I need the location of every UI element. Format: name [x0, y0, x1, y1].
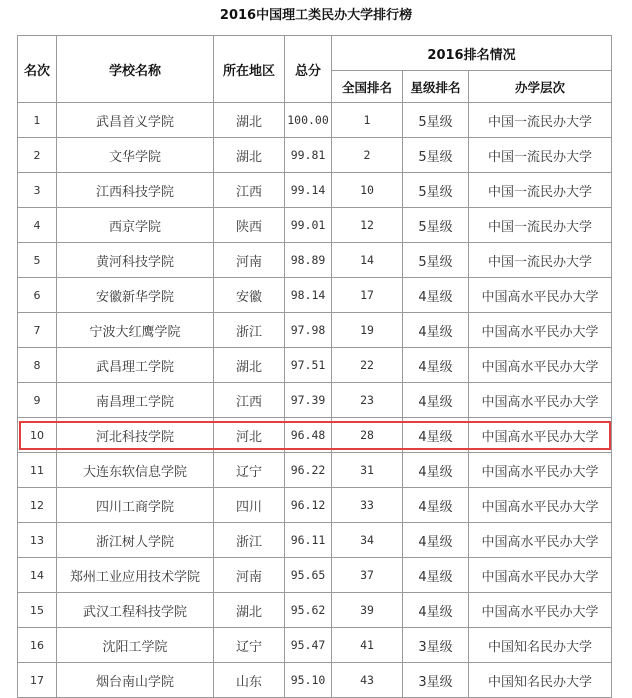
- cell-school-level: 中国高水平民办大学: [469, 593, 612, 628]
- cell-rank: 3: [18, 173, 57, 208]
- cell-national-rank: 37: [332, 558, 403, 593]
- cell-national-rank: 34: [332, 523, 403, 558]
- cell-school-level: 中国高水平民办大学: [469, 558, 612, 593]
- cell-school: 武昌理工学院: [57, 348, 214, 383]
- cell-star-level: 4星级: [403, 348, 469, 383]
- table-row: [18, 558, 612, 593]
- cell-star-level: 3星级: [403, 663, 469, 698]
- cell-national-rank: 14: [332, 243, 403, 278]
- header-score: 总分: [285, 36, 332, 103]
- table-row: [18, 453, 612, 488]
- cell-score: 95.65: [285, 558, 332, 593]
- cell-rank: 12: [18, 488, 57, 523]
- table-row: [18, 278, 612, 313]
- cell-score: 96.48: [285, 418, 332, 453]
- cell-region: 江西: [214, 383, 285, 418]
- header-school-level: 办学层次: [469, 71, 612, 103]
- table-row: [18, 348, 612, 383]
- cell-school: 西京学院: [57, 208, 214, 243]
- cell-school-level: 中国高水平民办大学: [469, 523, 612, 558]
- cell-school: 四川工商学院: [57, 488, 214, 523]
- cell-region: 湖北: [214, 348, 285, 383]
- cell-star-level: 5星级: [403, 103, 469, 138]
- cell-national-rank: 39: [332, 593, 403, 628]
- cell-region: 湖北: [214, 138, 285, 173]
- table-row: [18, 628, 612, 663]
- cell-school-level: 中国高水平民办大学: [469, 453, 612, 488]
- cell-school-level: 中国高水平民办大学: [469, 488, 612, 523]
- cell-national-rank: 43: [332, 663, 403, 698]
- cell-rank: 10: [18, 418, 57, 453]
- table-row: [18, 418, 612, 453]
- cell-school-level: 中国知名民办大学: [469, 663, 612, 698]
- cell-star-level: 4星级: [403, 488, 469, 523]
- cell-score: 97.98: [285, 313, 332, 348]
- cell-school: 黄河科技学院: [57, 243, 214, 278]
- cell-school: 烟台南山学院: [57, 663, 214, 698]
- cell-national-rank: 1: [332, 103, 403, 138]
- cell-school: 江西科技学院: [57, 173, 214, 208]
- cell-region: 河北: [214, 418, 285, 453]
- cell-national-rank: 12: [332, 208, 403, 243]
- cell-score: 99.81: [285, 138, 332, 173]
- cell-school: 武昌首义学院: [57, 103, 214, 138]
- cell-national-rank: 19: [332, 313, 403, 348]
- table-row: [18, 313, 612, 348]
- cell-national-rank: 22: [332, 348, 403, 383]
- cell-region: 安徽: [214, 278, 285, 313]
- table-row: [18, 523, 612, 558]
- ranking-table: [17, 35, 612, 698]
- cell-rank: 5: [18, 243, 57, 278]
- cell-rank: 9: [18, 383, 57, 418]
- cell-score: 96.12: [285, 488, 332, 523]
- cell-school-level: 中国高水平民办大学: [469, 383, 612, 418]
- cell-school-level: 中国一流民办大学: [469, 243, 612, 278]
- cell-star-level: 4星级: [403, 523, 469, 558]
- header-star-level: 星级排名: [403, 71, 469, 103]
- cell-region: 辽宁: [214, 453, 285, 488]
- cell-rank: 8: [18, 348, 57, 383]
- cell-rank: 13: [18, 523, 57, 558]
- cell-rank: 4: [18, 208, 57, 243]
- table-row: [18, 383, 612, 418]
- cell-national-rank: 23: [332, 383, 403, 418]
- table-row: [18, 103, 612, 138]
- cell-star-level: 4星级: [403, 453, 469, 488]
- cell-rank: 16: [18, 628, 57, 663]
- cell-region: 山东: [214, 663, 285, 698]
- cell-rank: 2: [18, 138, 57, 173]
- cell-rank: 7: [18, 313, 57, 348]
- cell-school: 文华学院: [57, 138, 214, 173]
- header-region: 所在地区: [214, 36, 285, 103]
- table-row: [18, 138, 612, 173]
- cell-rank: 11: [18, 453, 57, 488]
- cell-score: 95.10: [285, 663, 332, 698]
- cell-school-level: 中国一流民办大学: [469, 138, 612, 173]
- cell-star-level: 4星级: [403, 383, 469, 418]
- cell-region: 湖北: [214, 103, 285, 138]
- cell-star-level: 4星级: [403, 313, 469, 348]
- cell-rank: 14: [18, 558, 57, 593]
- cell-school: 河北科技学院: [57, 418, 214, 453]
- cell-score: 99.14: [285, 173, 332, 208]
- cell-star-level: 5星级: [403, 208, 469, 243]
- cell-star-level: 5星级: [403, 243, 469, 278]
- header-rank: 名次: [18, 36, 57, 103]
- cell-score: 99.01: [285, 208, 332, 243]
- cell-national-rank: 28: [332, 418, 403, 453]
- cell-star-level: 5星级: [403, 138, 469, 173]
- table-row: [18, 208, 612, 243]
- cell-star-level: 3星级: [403, 628, 469, 663]
- cell-region: 辽宁: [214, 628, 285, 663]
- cell-score: 98.14: [285, 278, 332, 313]
- cell-star-level: 4星级: [403, 418, 469, 453]
- cell-national-rank: 2: [332, 138, 403, 173]
- cell-region: 河南: [214, 243, 285, 278]
- cell-school-level: 中国高水平民办大学: [469, 418, 612, 453]
- cell-school-level: 中国高水平民办大学: [469, 348, 612, 383]
- cell-region: 陕西: [214, 208, 285, 243]
- table-row: [18, 663, 612, 698]
- cell-star-level: 4星级: [403, 558, 469, 593]
- cell-rank: 1: [18, 103, 57, 138]
- table-row: [18, 593, 612, 628]
- cell-score: 95.62: [285, 593, 332, 628]
- cell-rank: 6: [18, 278, 57, 313]
- cell-school: 南昌理工学院: [57, 383, 214, 418]
- cell-school: 安徽新华学院: [57, 278, 214, 313]
- cell-school-level: 中国高水平民办大学: [469, 278, 612, 313]
- cell-star-level: 4星级: [403, 593, 469, 628]
- cell-school: 宁波大红鹰学院: [57, 313, 214, 348]
- table-row: [18, 243, 612, 278]
- cell-school-level: 中国一流民办大学: [469, 173, 612, 208]
- cell-score: 95.47: [285, 628, 332, 663]
- cell-school: 沈阳工学院: [57, 628, 214, 663]
- table-body: [18, 103, 612, 698]
- cell-school-level: 中国一流民办大学: [469, 208, 612, 243]
- cell-school: 浙江树人学院: [57, 523, 214, 558]
- cell-national-rank: 33: [332, 488, 403, 523]
- cell-star-level: 5星级: [403, 173, 469, 208]
- cell-region: 河南: [214, 558, 285, 593]
- cell-score: 96.22: [285, 453, 332, 488]
- cell-score: 97.51: [285, 348, 332, 383]
- cell-score: 98.89: [285, 243, 332, 278]
- page-title: 2016中国理工类民办大学排行榜: [219, 8, 413, 23]
- cell-national-rank: 41: [332, 628, 403, 663]
- cell-region: 浙江: [214, 523, 285, 558]
- cell-star-level: 4星级: [403, 278, 469, 313]
- cell-national-rank: 10: [332, 173, 403, 208]
- cell-school-level: 中国一流民办大学: [469, 103, 612, 138]
- cell-school: 大连东软信息学院: [57, 453, 214, 488]
- cell-region: 浙江: [214, 313, 285, 348]
- cell-region: 江西: [214, 173, 285, 208]
- header-school: 学校名称: [57, 36, 214, 103]
- cell-rank: 15: [18, 593, 57, 628]
- cell-school: 武汉工程科技学院: [57, 593, 214, 628]
- cell-rank: 17: [18, 663, 57, 698]
- cell-national-rank: 17: [332, 278, 403, 313]
- cell-region: 四川: [214, 488, 285, 523]
- cell-school-level: 中国高水平民办大学: [469, 313, 612, 348]
- cell-score: 100.00: [285, 103, 332, 138]
- table-row: [18, 173, 612, 208]
- table-row: [18, 488, 612, 523]
- cell-school: 郑州工业应用技术学院: [57, 558, 214, 593]
- cell-score: 97.39: [285, 383, 332, 418]
- cell-region: 湖北: [214, 593, 285, 628]
- cell-score: 96.11: [285, 523, 332, 558]
- cell-national-rank: 31: [332, 453, 403, 488]
- header-national-rank: 全国排名: [332, 71, 403, 103]
- header-ranking-group: 2016排名情况: [332, 36, 612, 71]
- cell-school-level: 中国知名民办大学: [469, 628, 612, 663]
